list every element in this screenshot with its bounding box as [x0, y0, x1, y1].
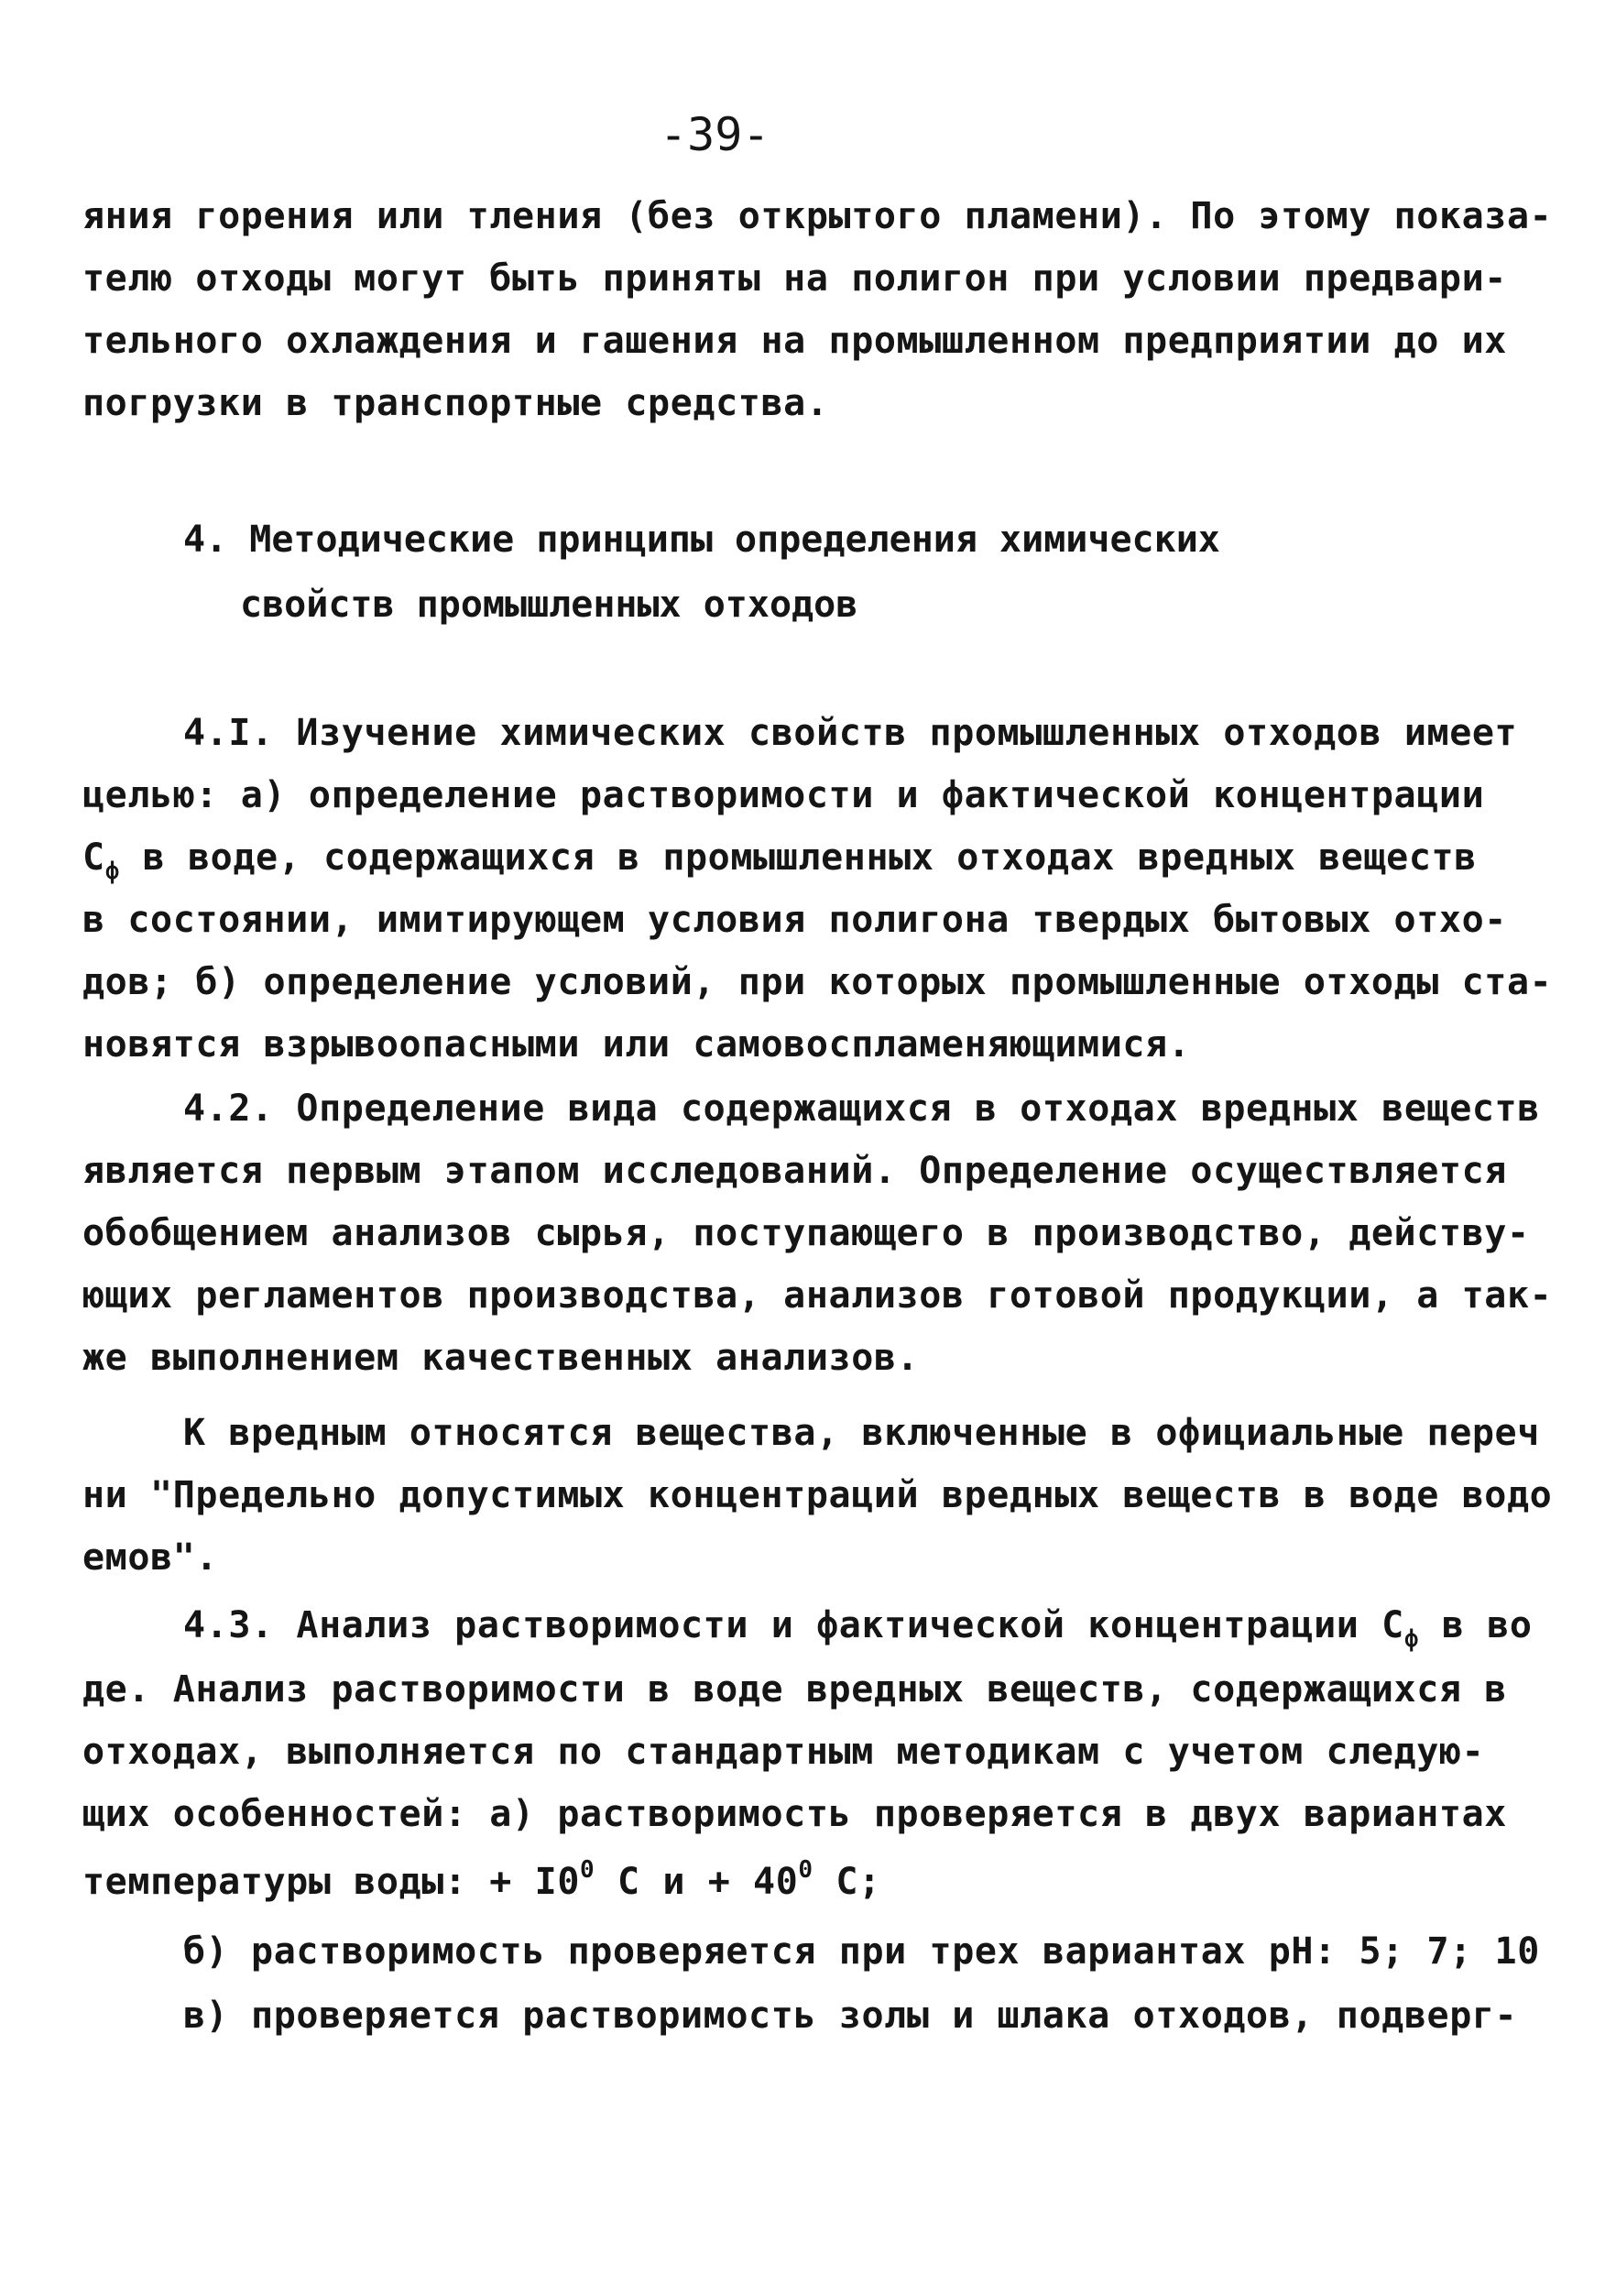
concentration-subscript-2: ф — [1403, 1625, 1420, 1653]
harmful-line-1: К вредным относятся вещества, включенные в официальные переч — [183, 1412, 1540, 1454]
p41-line-5: дов; б) определение условий, при которых промышленные отходы ста- — [82, 961, 1553, 1003]
p43-line-4: щих особенностей: а) растворимость проверяется в двух вариантах — [82, 1793, 1507, 1835]
p43-item-c: в) проверяется растворимость золы и шлака отходов, подверг- — [183, 1995, 1518, 2037]
p43-line-2: де. Анализ растворимости в воде вредных веществ, содержащихся в — [82, 1668, 1507, 1711]
p41-line-1: 4.I. Изучение химических свойств промышленных отходов имеет — [183, 712, 1518, 754]
harmful-line-3: емов". — [82, 1536, 219, 1579]
intro-line-1: яния горения или тления (без открытого пламени). По этому показа- — [82, 195, 1553, 237]
p41-line-3 — [82, 836, 1477, 885]
concentration-symbol: С — [82, 836, 105, 879]
temp-part-1: температуры воды: + I0 — [82, 1861, 581, 1903]
p43-item-b: б) растворимость проверяется при трех вариантах pH: 5; 7; 10 — [183, 1930, 1540, 1973]
page-number: -39- — [660, 108, 770, 161]
p43-line-3: отходах, выполняется по стандартным методикам с учетом следую- — [82, 1731, 1485, 1773]
p43-temperature-line — [82, 1856, 881, 1904]
degree-sign-1: 0 — [580, 1856, 595, 1884]
p43-line-1 — [183, 1603, 1533, 1653]
p42-line-1: 4.2. Определение вида содержащихся в отходах вредных веществ — [183, 1088, 1540, 1130]
p43-line-1-start: 4.3. Анализ растворимости и фактической концентрации С — [183, 1604, 1404, 1646]
p42-line-5: же выполнением качественных анализов. — [82, 1337, 920, 1379]
temp-part-3: С; — [813, 1861, 881, 1903]
intro-line-4: погрузки в транспортные средства. — [82, 382, 829, 424]
degree-sign-2: 0 — [798, 1856, 813, 1884]
intro-line-2: телю отходы могут быть приняты на полигон при условии предвари- — [82, 257, 1507, 300]
p42-line-2: является первым этапом исследований. Определение осуществляется — [82, 1150, 1507, 1192]
harmful-line-2: ни "Предельно допустимых концентраций вредных веществ в воде водо — [82, 1474, 1553, 1516]
intro-line-3: тельного охлаждения и гашения на промышленном предприятии до их — [82, 320, 1507, 362]
concentration-subscript: ф — [104, 858, 120, 885]
p41-line-6: новятся взрывоопасными или самовоспламеняющимися. — [82, 1023, 1191, 1066]
p41-line-3-rest: в воде, содержащихся в промышленных отходах вредных веществ — [119, 836, 1477, 879]
p41-line-4: в состоянии, имитирующем условия полигона твердых бытовых отхо- — [82, 899, 1507, 941]
p41-line-2: целью: а) определение растворимости и фактической концентрации — [82, 774, 1485, 816]
section-heading-line-2: свойств промышленных отходов — [240, 584, 858, 626]
p43-line-1-end: в во — [1419, 1604, 1533, 1646]
p42-line-4: ющих регламентов производства, анализов готовой продукции, а так- — [82, 1274, 1553, 1317]
section-heading-line-1: 4. Методические принципы определения химических — [183, 519, 1220, 561]
temp-part-2: С и + 40 — [595, 1861, 799, 1903]
p42-line-3: обобщением анализов сырья, поступающего в производство, действу- — [82, 1212, 1530, 1254]
